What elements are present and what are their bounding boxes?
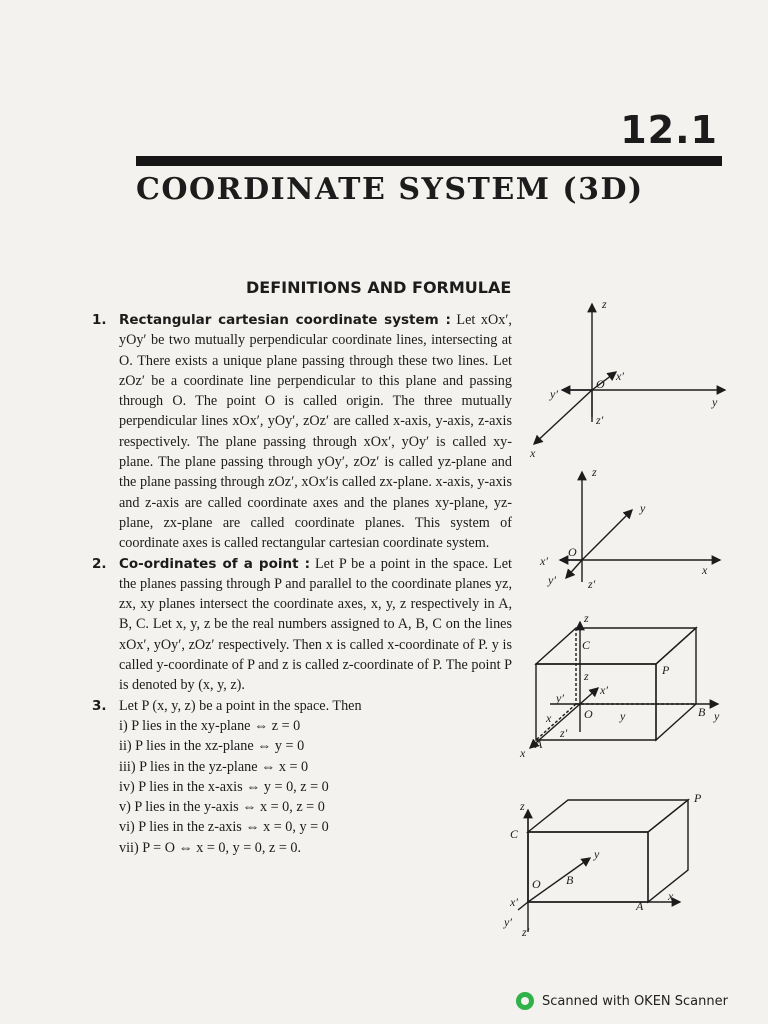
fig3-label-a: A (535, 737, 543, 751)
fig4-label-origin: O (532, 877, 541, 891)
fig3-label-xprime: x′ (600, 683, 608, 697)
item-number: 1. (92, 312, 107, 328)
figure-axes-1 (534, 304, 725, 444)
condition-line: i) P lies in the xy-plane ⇔ z = 0 (119, 717, 301, 734)
fig4-label-p: P (694, 791, 702, 805)
fig4-label-y: y (594, 847, 600, 861)
figures-column (504, 292, 730, 942)
chapter-number: 12.1 (620, 108, 718, 152)
fig1-label-yprime: y′ (550, 387, 558, 401)
definition-item-3 (92, 696, 512, 858)
item-heading: Rectangular cartesian coordinate system : (119, 312, 451, 328)
fig2-label-yprime: y′ (548, 573, 556, 587)
fig3-label-y: y (714, 709, 720, 723)
axis-diagrams (504, 292, 730, 942)
fig4-label-c: C (510, 827, 519, 841)
fig4-label-xprime: x′ (510, 895, 518, 909)
definition-item-1 (92, 310, 512, 554)
fig4-label-a: A (636, 899, 644, 913)
fig2-label-x: x (702, 563, 708, 577)
condition-line: iii) P lies in the yz-plane ⇔ x = 0 (119, 758, 309, 775)
fig1-label-zprime: z′ (596, 413, 604, 427)
fig1-label-x: x (530, 446, 536, 460)
fig3-label-zprime: z′ (560, 726, 568, 740)
scanner-watermark (516, 992, 728, 1010)
chapter-rule (136, 156, 722, 166)
fig2-label-origin: O (568, 545, 577, 559)
fig3-label-b: B (698, 705, 706, 719)
condition-line: iv) P lies in the x-axis ⇔ y = 0, z = 0 (119, 778, 329, 795)
figure-axes-4 (518, 810, 680, 932)
item-text: Let P be a point in the space. Let the planes passing through P and parallel to the coordinate planes yz, zx, xy planes intersect the coordinate axes, x, y, z respectively in A, B, C. Let x, y, z be the real numbers assigned to A, B, C on the lines xOx′, yOy′, zOz′ respectively. Then x is called x-coordinate of P. y is called y-coordinate of P and z is called z-coordinate of P. The point P is denoted by (x, y, z). (119, 555, 512, 694)
fig2-label-zprime: z′ (588, 577, 596, 591)
fig4-label-x: x (668, 889, 674, 903)
figure-axes-2 (560, 472, 720, 582)
scanner-text: Scanned with OKEN Scanner (542, 993, 728, 1009)
condition-line: vi) P lies in the z-axis ⇔ x = 0, y = 0 (119, 819, 329, 836)
fig2-label-y: y (640, 501, 646, 515)
condition-line: v) P lies in the y-axis ⇔ x = 0, z = 0 (119, 799, 325, 816)
fig4-label-yprime: y′ (504, 915, 512, 929)
figure-box-4 (528, 800, 688, 902)
fig1-label-origin: O (596, 377, 605, 391)
fig4-label-b: B (566, 873, 574, 887)
fig3-label-yprime: y′ (556, 691, 564, 705)
item-text: Let xOx′, yOy′ be two mutually perpendicular coordinate lines, intersecting at O. There exists a unique plane passing through these two lines. Let zOz′ be a coordinate line perpendicular to this plane and passing through O. The point O is called origin. The three mutually perpendicular lines xOx′, yOy′, zOz′ are called x-axis, y-axis, z-axis respectively. The plane passing through xOx′, yOy′ is called xy-plane. The plane passing through yOy′, zOz′ is called yz-plane and the plane passing through zOz′, xOx′is called zx-plane. x-axis, y-axis and z-axis are called coordinate axes and the planes xy-plane, yz-plane, zx-plane are called coordinate planes. This system of coordinate axes is called rectangular cartesian coordinate system. (119, 312, 512, 552)
fig4-label-zprime: z′ (522, 925, 530, 939)
fig1-label-xprime: x′ (616, 369, 624, 383)
condition-line: ii) P lies in the xz-plane ⇔ y = 0 (119, 738, 305, 755)
item-heading: Co-ordinates of a point : (119, 555, 311, 572)
chapter-title: COORDINATE SYSTEM (3D) (136, 172, 644, 207)
fig3-label-ylen: y (620, 709, 626, 723)
fig3-label-c: C (582, 638, 591, 652)
condition-line: vii) P = O ⇔ x = 0, y = 0, z = 0. (119, 839, 302, 856)
figure-axes-3 (530, 622, 718, 748)
section-title: DEFINITIONS AND FORMULAE (246, 278, 512, 297)
fig3-label-z: z (584, 611, 589, 625)
fig2-label-xprime: x′ (540, 554, 548, 568)
fig3-label-p: P (662, 663, 670, 677)
fig2-label-z: z (592, 465, 597, 479)
item-number: 3. (92, 697, 107, 714)
fig1-label-z: z (602, 297, 607, 311)
figure-box-3 (536, 628, 696, 740)
item-number: 2. (92, 555, 107, 572)
definitions-body (92, 310, 512, 858)
fig3-label-zlen: z (584, 669, 589, 683)
fig3-label-x: x (520, 746, 526, 760)
fig1-label-y: y (712, 395, 718, 409)
item-text: Let P (x, y, z) be a point in the space. Then (119, 697, 362, 714)
scanner-logo-icon (516, 992, 534, 1010)
fig3-label-origin: O (584, 707, 593, 721)
fig3-label-xlen: x (546, 711, 552, 725)
definition-item-2 (92, 554, 512, 696)
fig4-label-z: z (520, 799, 525, 813)
